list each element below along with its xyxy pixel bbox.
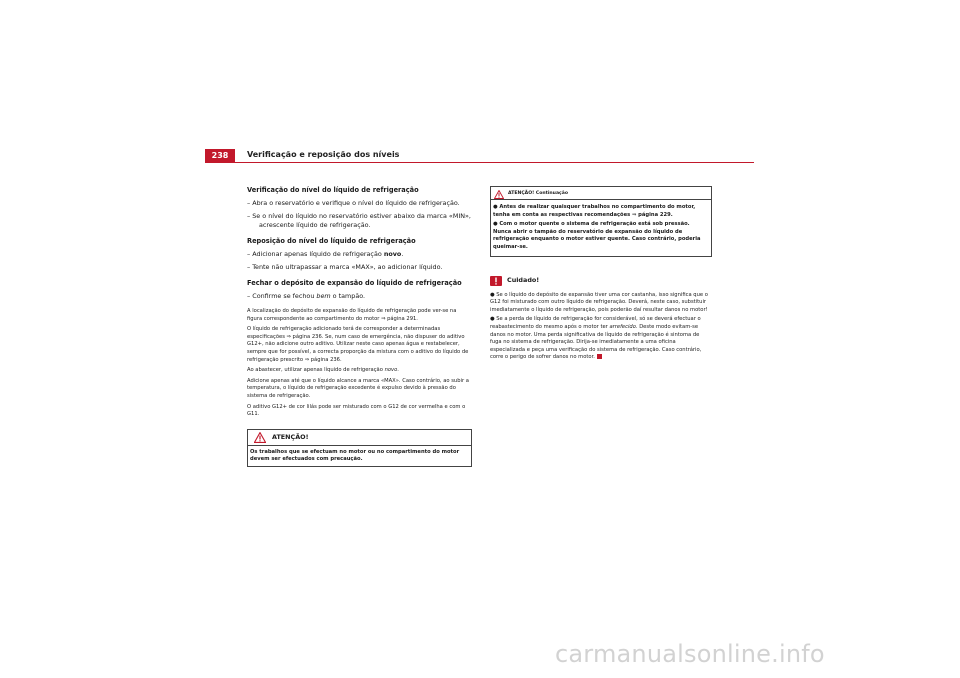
- warning-title: ATENÇÃO!: [272, 433, 309, 442]
- warning-triangle-icon: [494, 184, 504, 203]
- warning-box: [247, 429, 472, 467]
- paragraph-refuel: [247, 367, 472, 375]
- step-refill-1: [247, 250, 472, 259]
- caution-bullet-1-text: Se o líquido do depósito de expansão tiver uma cor castanha, isso significa que o G12 foi misturado com outro líquido de refrigeração. Deverá, neste caso, substituir imediatamente o líquido de refrigeração, pois poderão daí resultar danos no motor!: [490, 291, 708, 313]
- step-check-2: – Se o nível do líquido no reservatório estiver abaixo da marca «MIN», acrescente líquido de refrigeração.: [247, 212, 471, 229]
- warning-bullet-1-text: Antes de realizar quaisquer trabalhos no compartimento do motor, tenha em conta as respectivas recomendações ⇒ página 229.: [493, 204, 696, 218]
- step-close-1-post: o tampão.: [330, 292, 366, 300]
- step-refill-1-post: .: [401, 250, 404, 258]
- warning-bullet-2-text: Com o motor quente o sistema de refrigeração está sob pressão. Nunca abrir o tampão do reservatório de expansão do líquido de refrigeração enquanto o motor estiver quente. Caso contrário, poderia queimar-se.: [493, 221, 701, 250]
- caution-exclamation-icon: [490, 271, 502, 290]
- caution-header: [490, 271, 712, 290]
- site-watermark: carmanualsonline.info: [555, 640, 825, 668]
- caution-bullet-1: ● Se o líquido do depósito de expansão tiver uma cor castanha, isso significa que o G12 foi misturado com outro líquido de refrigeração. Deverá, neste caso, substituir imediatamente o líquido de refrigeração, pois poderão daí resultar danos no motor!: [490, 291, 708, 313]
- paragraph-specifications: O líquido de refrigeração adicionado terá de corresponder a determinadas especificações ⇒ página 236. Se, num caso de emergência, não dispuser do aditivo G12+, não adicione outro aditivo. Utilizar neste caso apenas água e restabelecer, sempre que for possível, a correcta proporção da mistura com o aditivo do líquido de refrigeração prescrito ⇒ página 236.: [247, 326, 469, 363]
- step-refill-1-bold: novo: [383, 250, 402, 258]
- page-number-badge: 238: [205, 149, 235, 162]
- header-rule: [205, 162, 754, 163]
- paragraph-refuel-post: .: [397, 367, 399, 374]
- running-title: Verificação e reposição dos níveis: [247, 150, 400, 159]
- section-title-refill: Reposição do nível do líquido de refrigeração: [247, 237, 416, 245]
- caution-bullet-2-post: . Deste modo evitam-se danos no motor. Uma perda significativa de líquido de refrigeração é sintoma de fuga no sistema de refrigeração. Dirija-se imediatamente a uma oficina especializada e peça uma verificação do sistema de refrigeração. Caso contrário, corre o perigo de sofrer danos no motor.: [490, 323, 702, 361]
- caution-bullet-2-em: arrefecido: [609, 323, 636, 330]
- end-of-section-marker: [597, 354, 602, 359]
- step-check-1: – Abra o reservatório e verifique o nível do líquido de refrigeração.: [247, 199, 460, 207]
- step-close-1-pre: – Confirme se fechou: [247, 292, 317, 300]
- step-refill-2: – Tente não ultrapassar a marca «MAX», ao adicionar líquido.: [247, 263, 443, 271]
- right-column: [490, 186, 712, 364]
- warning-bullet-1: ● Antes de realizar quaisquer trabalhos no compartimento do motor, tenha em conta as respectivas recomendações ⇒ página 229.: [493, 204, 696, 218]
- paragraph-location: A localização do depósito de expansão do líquido de refrigeração pode ver-se na figura correspondente ao compartimento do motor ⇒ página 291.: [247, 308, 457, 322]
- warning-body: Os trabalhos que se efectuam no motor ou no compartimento do motor devem ser efectuados com precaução.: [250, 448, 460, 463]
- paragraph-refuel-em: novo: [384, 367, 398, 374]
- section-title-close: Fechar o depósito de expansão do líquido de refrigeração: [247, 279, 462, 287]
- warning-continued-title: ATENÇÃO! Continuação: [508, 190, 569, 196]
- paragraph-max-mark: Adicione apenas até que o líquido alcance a marca «MAX». Caso contrário, ao subir a temperatura, o líquido de refrigeração excedente é expulso devido à pressão do sistema de refrigeração.: [247, 377, 469, 399]
- caution-bullet-2: ● Se a perda de líquido de refrigeração for considerável, só se deverá efectuar o reabastecimento do mesmo após o motor ter arrefecido. Deste modo evitam-se danos no motor. Uma perda significativa de líquido de refrigeração é sintoma de fuga no sistema de refrigeração. Dirija-se imediatamente a uma oficina especializada e peça uma verificação do sistema de refrigeração. Caso contrário, corre o perigo de sofrer danos no motor.: [490, 316, 702, 361]
- paragraph-additive: O aditivo G12+ de cor lilás pode ser misturado com o G12 de cor vermelha e com o G11.: [247, 403, 466, 418]
- paragraph-refuel-pre: Ao abastecer, utilizar apenas líquido de refrigeração: [247, 367, 385, 374]
- section-title-check: Verificação do nível do líquido de refrigeração: [247, 186, 419, 194]
- step-close-1-em: bem: [316, 292, 331, 300]
- step-refill-1-pre: – Adicionar apenas líquido de refrigeração: [247, 250, 384, 258]
- step-close-1: [247, 292, 472, 301]
- warning-bullet-2: ● Com o motor quente o sistema de refrigeração está sob pressão. Nunca abrir o tampão do reservatório de expansão do líquido de refrigeração enquanto o motor estiver quente. Caso contrário, poderia queimar-se.: [493, 221, 701, 250]
- warning-header: [248, 430, 471, 446]
- warning-continued-box: [490, 186, 712, 257]
- caution-bullet-2-pre: Se a perda de líquido de refrigeração for considerável, só se deverá efectuar o reabastecimento do mesmo após o motor ter: [490, 316, 701, 330]
- left-column: [247, 186, 472, 467]
- warning-triangle-icon: [254, 428, 266, 447]
- warning-continued-header: [491, 187, 711, 200]
- caution-title: Cuidado!: [507, 276, 540, 285]
